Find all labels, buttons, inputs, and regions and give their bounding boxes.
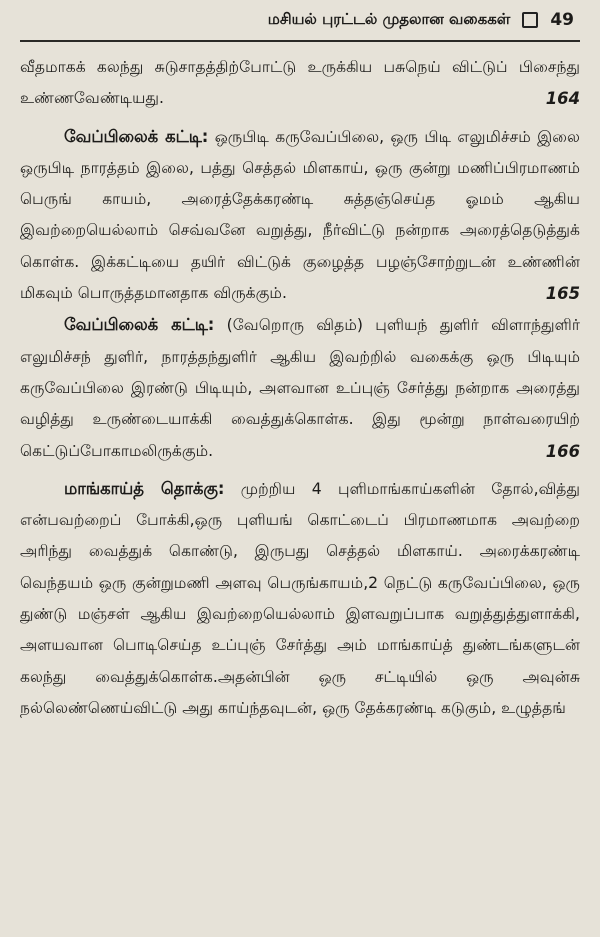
paragraph-167 [20,473,580,724]
paragraph-166 [20,309,580,466]
paragraph-164 [20,52,580,115]
recipe-number: 165 [545,284,580,304]
recipe-number: 166 [545,441,580,461]
recipe-heading: மாங்காய்த் தொக்கு: [64,478,225,498]
paragraph-text: (வேறொரு விதம்) புளியந் துளிர் விளாந்துளிர் எலுமிச்சந் துளிர், நாரத்தந்துளிர் ஆகிய இவற்றில் வகைக்கு ஒரு பிடியும் கருவேப்பிலை இரண்டு பிடியும், அளவான உப்புஞ் சேர்த்து நன்றாக அரைத்து வழித்து உருண்டையாக்கி வைத்துக்கொள்க. இது மூன்று நாள்வரையிற் கெட்டுப்போகாமலிருக்கும். [20,316,580,460]
recipe-heading: வேப்பிலைக் கட்டி: [64,315,215,335]
paragraph-165 [20,121,580,310]
page-number: 49 [550,10,574,30]
paragraph-text: முற்றிய 4 புளிமாங்காய்களின் தோல்,வித்து என்பவற்றைப் போக்கி,ஒரு புளியங் கொட்டைப் பிரமாணமாக அவற்றை அரிந்து வைத்துக் கொண்டு, இருபது செத்தல் மிளகாய். அரைக்கரண்டி வெந்தயம் ஒரு குன்றுமணி அளவு பெருங்காயம்,2 நெட்டு கருவேப்பிலை, ஒரு துண்டு மஞ்சள் ஆகிய இவற்றையெல்லாம் இளவறுப்பாக வறுத்துத்துளாக்கி, அளயவான பொடிசெய்த உப்புஞ் சேர்த்து அம் மாங்காய்த் துண்டங்களுடன் கலந்து வைத்துக்கொள்க.அதன்பின் ஒரு சட்டியில் ஒரு அவுன்சு நல்லெண்ணெய்விட்டு அது காய்ந்தவுடன், ஒரு தேக்கரண்டி கடுகும், உழுத்தங் [20,479,580,717]
paragraph-text: ஒருபிடி கருவேப்பிலை, ஒரு பிடி எலுமிச்சம் இலை ஒருபிடி நாரத்தம் இலை, பத்து செத்தல் மிளகாய், ஒரு குன்று மணிப்பிரமாணம் பெருங் காயம், அரைத்தேக்கரண்டி சுத்தஞ்செய்த ஓமம் ஆகிய இவற்றையெல்லாம் செவ்வனே வறுத்து, நீர்விட்டு நன்றாக அரைத்தெடுத்துக் கொள்க. இக்கட்டியை தயிர் விட்டுக் குழைத்த பழஞ்சோற்றுடன் உண்ணின் மிகவும் பொருத்தமானதாக விருக்கும். [20,127,581,303]
recipe-heading: வேப்பிலைக் கட்டி: [64,126,209,146]
page-header [20,0,580,42]
square-box-icon [522,12,538,28]
recipe-number: 164 [545,89,580,109]
running-title: மசியல் புரட்டல் முதலான வகைகள் [267,10,511,28]
paragraph-text: வீதமாகக் கலந்து சுடுசாதத்திற்போட்டு உருக்கிய பசுநெய் விட்டுப் பிசைந்து உண்ணவேண்டியது. [20,58,580,108]
